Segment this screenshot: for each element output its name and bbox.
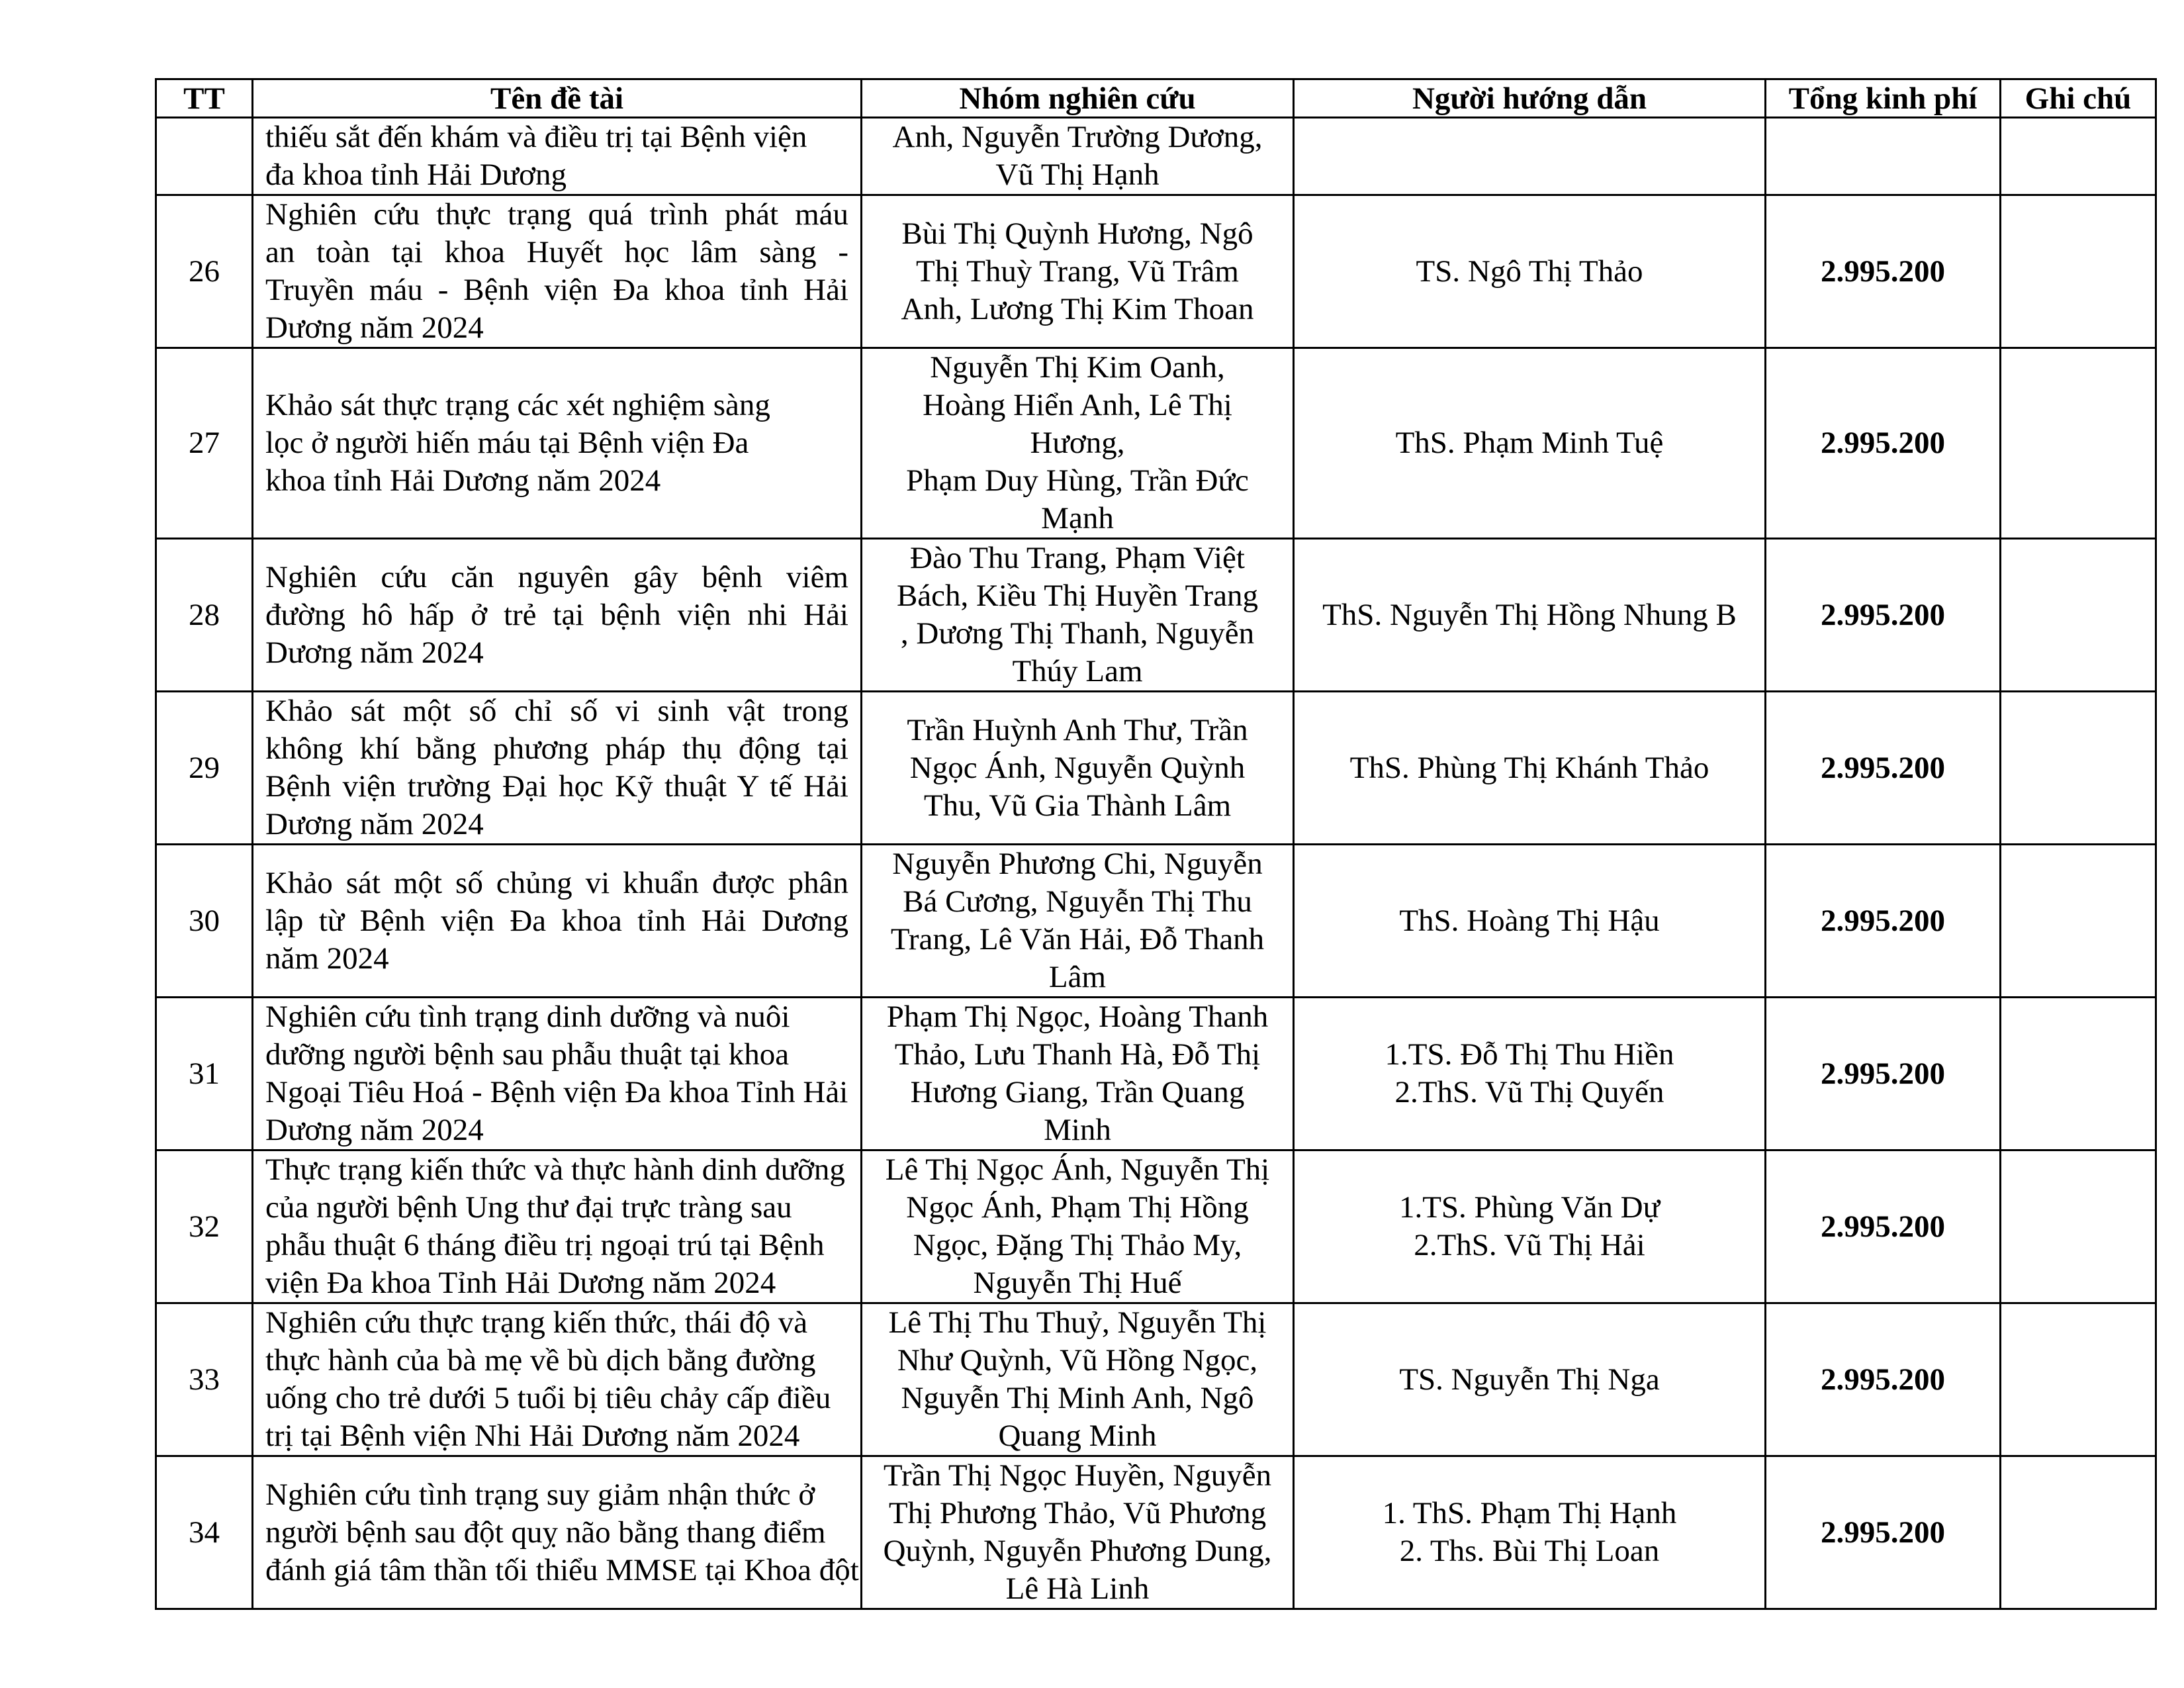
note [2001,1150,2156,1303]
topic-title [253,845,862,998]
row-number: 30 [156,845,253,998]
note [2001,1303,2156,1456]
group-line: Nguyễn Thị Minh Anh, Ngô [901,1381,1254,1415]
group-line: Trần Thị Ngọc Huyền, Nguyễn [883,1458,1272,1493]
title-line: Dương năm 2024 [265,310,484,345]
group-line: Lê Thị Thu Thuỷ, Nguyễn Thị [888,1305,1267,1340]
group-line: Phạm Thị Ngọc, Hoàng Thanh [886,1000,1269,1034]
advisor-line: 1.TS. Đỗ Thị Thu Hiền [1385,1037,1674,1072]
title-line: đánh giá tâm thần tối thiểu MMSE tại Khoa đột [265,1552,859,1587]
note [2001,845,2156,998]
title-line: đường hô hấp ở trẻ tại bệnh viện nhi Hải [265,597,848,632]
research-group [862,195,1294,348]
row-number: 28 [156,539,253,692]
advisor [1294,118,1766,195]
advisor-line: ThS. Hoàng Thị Hậu [1399,903,1660,938]
research-group [862,1456,1294,1609]
advisor [1294,348,1766,539]
group-line: Đào Thu Trang, Phạm Việt [910,541,1245,575]
group-line: Trần Huỳnh Anh Thư, Trần [907,712,1248,747]
group-line: Thảo, Lưu Thanh Hà, Đỗ Thị [894,1037,1261,1072]
group-line: Ngọc Ánh, Phạm Thị Hồng [906,1190,1249,1225]
row-number: 26 [156,195,253,348]
group-line: Quỳnh, Nguyễn Phương Dung, [883,1534,1272,1568]
title-line: không khí bằng phương pháp thụ động tại [265,731,848,766]
research-group [862,998,1294,1150]
group-line: , Dương Thị Thanh, Nguyễn [900,616,1255,651]
group-line: Anh, Lương Thị Kim Thoan [901,291,1254,326]
row-number: 32 [156,1150,253,1303]
header-cost: Tổng kinh phí [1766,79,2001,118]
title-line: an toàn tại khoa Huyết học lâm sàng - [265,235,848,269]
advisor [1294,692,1766,845]
title-line: trị tại Bệnh viện Nhi Hải Dương năm 2024 [265,1419,800,1453]
advisor [1294,1150,1766,1303]
title-line: dưỡng người bệnh sau phẫu thuật tại khoa [265,1037,790,1072]
note [2001,539,2156,692]
title-line: Khảo sát một số chỉ số vi sinh vật trong [265,694,848,728]
title-line: Nghiên cứu tình trạng dinh dưỡng và nuôi [265,1000,790,1034]
research-group [862,1303,1294,1456]
group-line: Trang, Lê Văn Hải, Đỗ Thanh [890,922,1265,957]
advisor-line: 2.ThS. Vũ Thị Hải [1414,1228,1645,1262]
topic-title [253,1150,862,1303]
topic-title [253,1303,862,1456]
title-line: Dương năm 2024 [265,1113,484,1147]
research-group [862,845,1294,998]
research-group [862,692,1294,845]
title-line: lập từ Bệnh viện Đa khoa tỉnh Hải Dương [265,903,848,938]
research-group [862,348,1294,539]
group-line: Bùi Thị Quỳnh Hương, Ngô [901,216,1253,251]
title-line: phẫu thuật 6 tháng điều trị ngoại trú tại Bệnh [265,1228,825,1262]
group-line: Lê Thị Ngọc Ánh, Nguyễn Thị [885,1152,1270,1187]
advisor-line: TS. Nguyễn Thị Nga [1399,1362,1660,1397]
title-line: uống cho trẻ dưới 5 tuổi bị tiêu chảy cấp điều [265,1381,831,1415]
title-line: Nghiên cứu căn nguyên gây bệnh viêm [265,559,848,594]
table-row [156,845,2156,998]
table-row [156,539,2156,692]
group-line: Hoàng Hiển Anh, Lê Thị [923,388,1232,422]
row-number: 34 [156,1456,253,1609]
title-line: Bệnh viện trường Đại học Kỹ thuật Y tế Hải [265,769,848,804]
total-cost: 2.995.200 [1766,845,2001,998]
group-line: Ngọc Ánh, Nguyễn Quỳnh [909,750,1246,785]
advisor-line: 2. Ths. Bùi Thị Loan [1399,1534,1660,1568]
advisor-line: ThS. Nguyễn Thị Hồng Nhung B [1322,597,1737,632]
table-row [156,195,2156,348]
title-line: Khảo sát một số chủng vi khuẩn được phân [265,865,848,900]
advisor-line: 2.ThS. Vũ Thị Quyến [1394,1075,1664,1109]
note [2001,692,2156,845]
title-line: thực hành của bà mẹ về bù dịch bằng đường [265,1343,816,1378]
note [2001,118,2156,195]
group-line: Thị Thuỳ Trang, Vũ Trâm [916,254,1239,289]
group-line: Lâm [1048,960,1107,994]
title-line: người bệnh sau đột quỵ não bằng thang điểm [265,1515,826,1550]
advisor [1294,845,1766,998]
row-number: 29 [156,692,253,845]
note [2001,998,2156,1150]
advisor [1294,998,1766,1150]
group-line: Bách, Kiều Thị Huyền Trang [896,579,1259,613]
title-line: Dương năm 2024 [265,635,484,670]
group-line: Minh [1044,1113,1111,1147]
title-line: Nghiên cứu thực trạng kiến thức, thái độ và [265,1305,808,1340]
table-row [156,118,2156,195]
title-line: thiếu sắt đến khám và điều trị tại Bệnh viện [265,120,807,154]
group-line: Ngọc, Đặng Thị Thảo My, [913,1228,1242,1262]
topic-title [253,195,862,348]
group-line: Bá Cương, Nguyễn Thị Thu [903,884,1252,919]
title-line: khoa tỉnh Hải Dương năm 2024 [265,463,661,498]
title-line: đa khoa tỉnh Hải Dương [265,158,567,192]
topic-title [253,998,862,1150]
header-group: Nhóm nghiên cứu [862,79,1294,118]
group-line: Lê Hà Linh [1005,1571,1150,1606]
title-line: Truyền máu - Bệnh viện Đa khoa tỉnh Hải [265,273,848,307]
group-line: Quang Minh [998,1419,1157,1453]
group-line: Thúy Lam [1012,654,1143,688]
topic-title [253,539,862,692]
total-cost: 2.995.200 [1766,998,2001,1150]
topic-title [253,348,862,539]
advisor [1294,539,1766,692]
total-cost: 2.995.200 [1766,1456,2001,1609]
row-number [156,118,253,195]
advisor [1294,1303,1766,1456]
note [2001,1456,2156,1609]
research-topics-table [155,78,2157,1610]
topic-title [253,692,862,845]
total-cost [1766,118,2001,195]
table-row [156,1150,2156,1303]
total-cost: 2.995.200 [1766,348,2001,539]
table-row [156,692,2156,845]
advisor-line: ThS. Phùng Thị Khánh Thảo [1349,750,1709,785]
table-row [156,1456,2156,1609]
row-number: 27 [156,348,253,539]
header-advisor: Người hướng dẫn [1294,79,1766,118]
group-line: Hương Giang, Trần Quang [910,1075,1245,1109]
group-line: Hương, [1030,426,1125,460]
advisor-line: TS. Ngô Thị Thảo [1416,254,1643,289]
note [2001,195,2156,348]
advisor [1294,195,1766,348]
group-line: Phạm Duy Hùng, Trần Đức [906,463,1249,498]
total-cost: 2.995.200 [1766,195,2001,348]
research-group [862,1150,1294,1303]
table-body [156,118,2156,1609]
title-line: năm 2024 [265,941,389,976]
title-line: Ngoại Tiêu Hoá - Bệnh viện Đa khoa Tỉnh Hải [265,1075,848,1109]
table-row [156,348,2156,539]
topic-title [253,1456,862,1609]
table-row [156,1303,2156,1456]
advisor [1294,1456,1766,1609]
title-line: Dương năm 2024 [265,807,484,841]
group-line: Anh, Nguyễn Trường Dương, [892,120,1263,154]
total-cost: 2.995.200 [1766,539,2001,692]
title-line: Khảo sát thực trạng các xét nghiệm sàng [265,388,770,422]
group-line: Mạnh [1041,501,1114,536]
group-line: Nguyễn Thị Huế [973,1266,1182,1300]
advisor-line: ThS. Phạm Minh Tuệ [1395,426,1664,460]
group-line: Như Quỳnh, Vũ Hồng Ngọc, [897,1343,1258,1378]
topic-title [253,118,862,195]
group-line: Nguyễn Phương Chi, Nguyễn [892,847,1263,881]
header-tt: TT [156,79,253,118]
title-line: Thực trạng kiến thức và thực hành dinh dưỡng [265,1152,845,1187]
total-cost: 2.995.200 [1766,1150,2001,1303]
row-number: 33 [156,1303,253,1456]
research-group [862,539,1294,692]
research-group [862,118,1294,195]
title-line: của người bệnh Ung thư đại trực tràng sau [265,1190,792,1225]
group-line: Thu, Vũ Gia Thành Lâm [923,788,1232,823]
total-cost: 2.995.200 [1766,1303,2001,1456]
title-line: Nghiên cứu tình trạng suy giảm nhận thức ở [265,1477,815,1512]
header-title: Tên đề tài [253,79,862,118]
advisor-line: 1.TS. Phùng Văn Dự [1398,1190,1661,1225]
table-row [156,998,2156,1150]
total-cost: 2.995.200 [1766,692,2001,845]
header-note: Ghi chú [2001,79,2156,118]
advisor-line: 1. ThS. Phạm Thị Hạnh [1382,1496,1677,1530]
title-line: viện Đa khoa Tỉnh Hải Dương năm 2024 [265,1266,776,1300]
title-line: lọc ở người hiến máu tại Bệnh viện Đa [265,426,749,460]
table-header-row [156,79,2156,118]
note [2001,348,2156,539]
row-number: 31 [156,998,253,1150]
group-line: Thị Phương Thảo, Vũ Phương [888,1496,1267,1530]
title-line: Nghiên cứu thực trạng quá trình phát máu [265,197,848,232]
group-line: Nguyễn Thị Kim Oanh, [930,350,1225,385]
group-line: Vũ Thị Hạnh [995,158,1160,192]
